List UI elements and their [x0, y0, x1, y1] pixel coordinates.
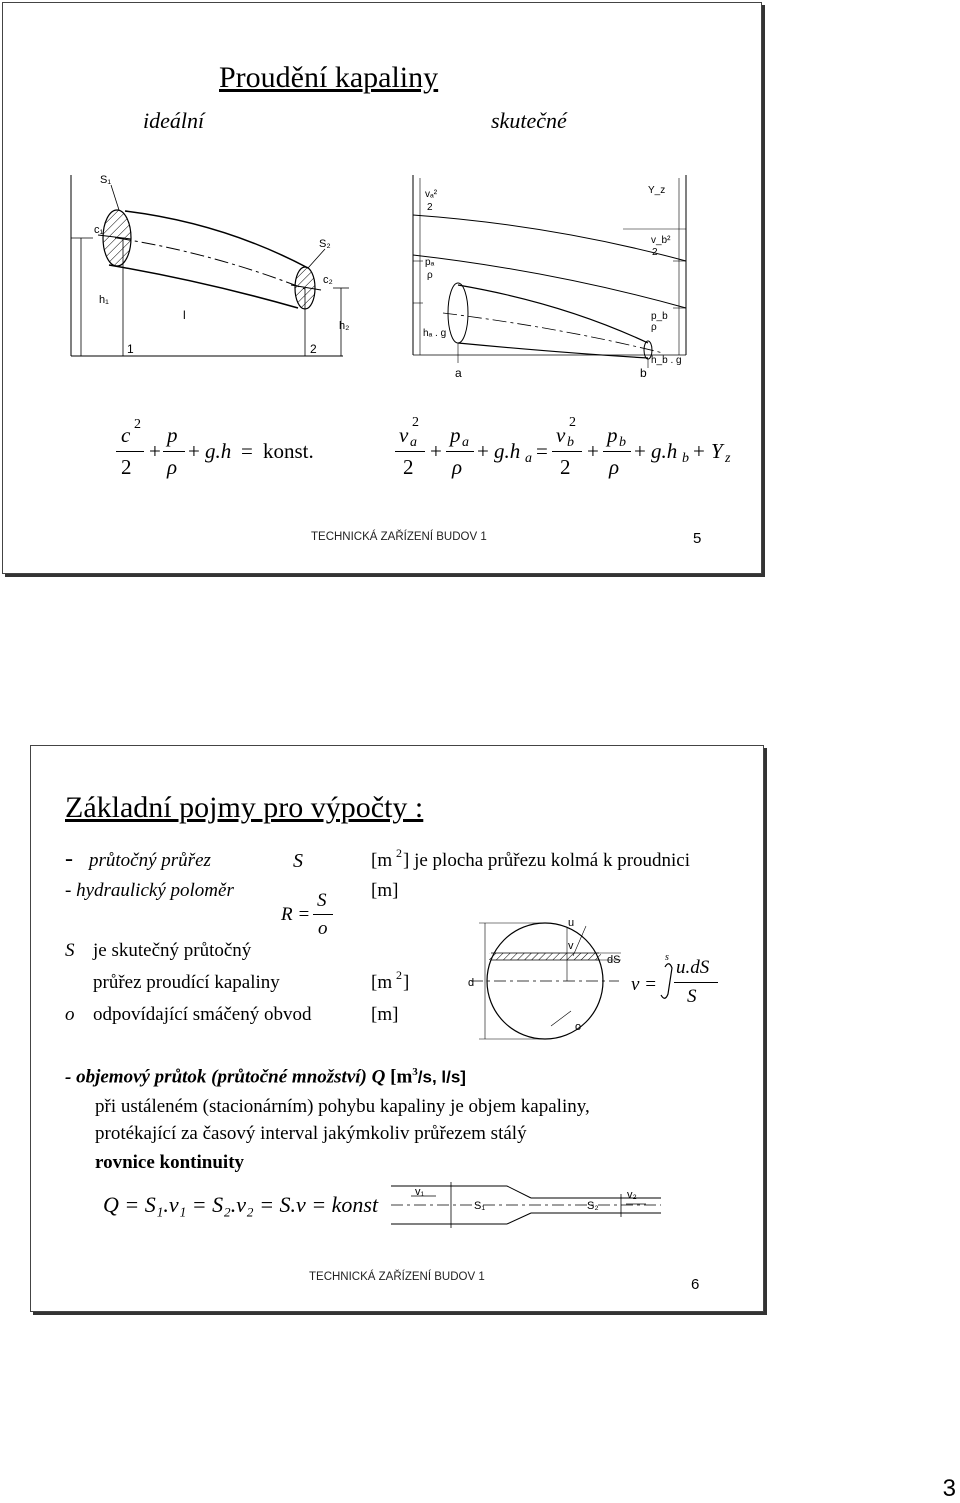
label-real: skutečné: [491, 108, 567, 133]
real-flow-diagram: [3, 3, 761, 573]
label-pa: pₐ: [425, 257, 435, 268]
label-S2: S₂: [319, 238, 331, 250]
label-Yz: Y_z: [648, 185, 666, 196]
slide-number: 5: [693, 530, 702, 547]
label-d: d: [468, 977, 475, 989]
label-2b: 2: [652, 247, 658, 258]
label-dS: dS: [607, 954, 621, 966]
label-v1: v₁: [415, 1186, 425, 1198]
label-h1: h₁: [99, 294, 109, 306]
label-v2: v₂: [627, 1189, 637, 1201]
label-S1: S₁: [100, 174, 112, 186]
continuity-equation: Q = S₁.v₁ = S₂.v₂ = S.v = konst: [103, 1192, 379, 1217]
slide-title: Proudění kapaliny: [219, 61, 439, 94]
label-o: o: [575, 1021, 582, 1033]
slide-footer: TECHNICKÁ ZAŘÍZENÍ BUDOV 1: [311, 531, 487, 543]
slide-5: Proudění kapaliny ideální skutečné S₁ c₁ S₂ c₂ h₁ l h₂ 1 2 vₐ² 2 pₐ ρ hₐ . g Y_z v_b² 2 p_b ρ h_b . g a b c 2 2 + p ρ + g.h = konst. v a 2 2 + p a ρ + g.h a = v b 2 2 + p b ρ + g.h b + Y z TECHNICKÁ ZAŘÍZENÍ BUDOV 1 5: [2, 2, 762, 574]
term-cross-section: průtočný průřez: [89, 850, 211, 871]
slide-number: 6: [691, 1276, 700, 1293]
label-pipe-S1: S₁: [474, 1200, 486, 1212]
pipe-reducer-diagram: [31, 746, 763, 1311]
label-a: a: [455, 366, 462, 380]
label-h2: h₂: [339, 320, 350, 332]
label-vb2: v_b²: [651, 235, 671, 246]
label-2: 2: [310, 342, 317, 356]
label-2a: 2: [427, 202, 433, 213]
label-c1: c₁: [94, 224, 104, 236]
slide-footer: TECHNICKÁ ZAŘÍZENÍ BUDOV 1: [309, 1271, 485, 1283]
label-l: l: [183, 308, 186, 322]
label-pipe-S2: S₂: [587, 1200, 599, 1212]
term-hydraulic-radius: - hydraulický poloměr: [65, 880, 234, 901]
slide-6: Základní pojmy pro výpočty : - průtočný průřez S [m 2 ] je plocha průřezu kolmá k proudnici - hydraulický poloměr [m] R = S o S je skutečný průtočný průřez proudící kapaliny [m 2 ] o odpovídající smáčený obvod [m] u v dS d o v = s u.dS S - objemový průtok (průtočné množství) Q [$m^3/s$, l/s] při ustáleném (stacionárním) pohybu kapaliny je objem kapaliny, protékající za časový interval jakýmkoliv průřezem stálý rovnice kontinuity Q = S₁.v₁ = S₂.v₂ = S.v = konst v₁ S₁ S₂ v₂ TECHNICKÁ ZAŘÍZENÍ BUDOV 1 6: [30, 745, 764, 1312]
slide-title: Základní pojmy pro výpočty :: [65, 791, 424, 824]
label-v: v: [568, 940, 574, 952]
label-hbg: h_b . g: [651, 355, 682, 366]
label-ideal: ideální: [143, 108, 205, 133]
label-rho-b: ρ: [651, 322, 657, 333]
label-u: u: [568, 917, 575, 929]
continuity-heading: rovnice kontinuity: [95, 1152, 245, 1173]
label-rho-a: ρ: [427, 270, 433, 281]
label-pb: p_b: [651, 311, 668, 322]
flow-line2: protékající za časový interval jakýmkoliv průřezem stálý: [95, 1123, 527, 1144]
label-b: b: [640, 366, 647, 380]
page-number: 3: [942, 1475, 956, 1502]
label-1: 1: [127, 342, 134, 356]
label-c2: c₂: [323, 274, 333, 286]
label-hag: hₐ . g: [423, 328, 447, 339]
flow-title: - objemový průtok (průtočné množství) Q [$m^3/s$, l/s]: [65, 1066, 466, 1088]
flow-line1: při ustáleném (stacionárním) pohybu kapaliny je objem kapaliny,: [95, 1096, 590, 1117]
label-va2: vₐ²: [425, 189, 438, 200]
